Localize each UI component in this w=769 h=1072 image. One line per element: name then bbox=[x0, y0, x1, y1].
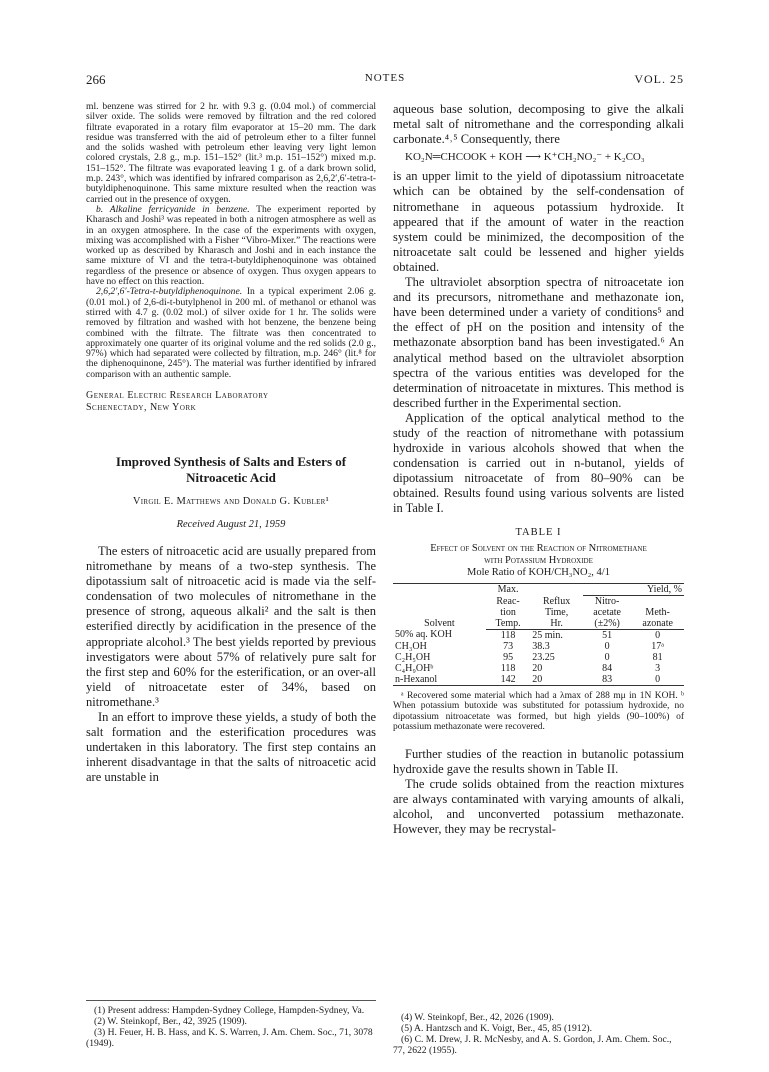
right-para-1: aqueous base solution, decomposing to give the alkali metal salt of nitromethane and the corresponding alkali carbonate.⁴˒⁵ Consequently, there bbox=[393, 102, 684, 147]
header-yield-group: Yield, % bbox=[583, 583, 684, 595]
header-nitro-1: Nitro- bbox=[583, 595, 631, 607]
cell-meth: 81 bbox=[652, 651, 663, 663]
article-title-line-2: Nitroacetic Acid bbox=[186, 470, 276, 486]
left-column bbox=[86, 102, 376, 786]
article-body-left bbox=[86, 544, 376, 786]
cell-solvent: C₂H₅OH bbox=[395, 651, 431, 663]
header-meth-2: azonate bbox=[631, 618, 684, 630]
para-3-body: In a typical experiment 2.06 g. (0.01 mol.) of 2,6-di-t-butylphenol in 200 ml. of methanol or ethanol was stirred with 4.7 g. (0.02 mol.) of silver oxide for 1 hr. The solids were removed by filtration and washed with hot benzene, the benzene being combined with the filtrate. The filtrate was then concentrated to approximately one quarter of its original volume and the red solids (2.0 g., 97%) which had separated were collected by filtration, m.p. 246° (lit.⁸ for the diphenoquinone, 245°). The material was further identified by infrared comparison with an authentic sample. bbox=[86, 286, 376, 380]
cell-nitro: 51 bbox=[602, 629, 613, 641]
experimental-para-1: ml. benzene was stirred for 2 hr. with 9.3 g. (0.04 mol.) of commercial silver oxide. The solids were removed by filtration and the red colored filtrate evaporated in a rotary film evaporator at 15–20 mm. The dark residue was transferred with the aid of petroleum ether to a filter funnel and the solids washed with petroleum ether leaving very light lemon colored crystals, 2.8 g., m.p. 151–152° (lit.³ m.p. 151–152°) mixed m.p. 151–152°. The filtrate was evaporated leaving 1 g. of a dark brown solid, m.p. 243°, which was identified by infrared comparison as 2,6,2′,6′-tetra-t-butyldiphenoquinone. This same mixture resulted when the reaction was carried out in the presence of oxygen. bbox=[86, 101, 376, 205]
table-title-line-2: with Potassium Hydroxide bbox=[484, 554, 593, 566]
authors: Virgil E. Matthews and Donald G. Kubler¹ bbox=[132, 496, 330, 508]
body-para-1: The esters of nitroacetic acid are usually prepared from nitromethane by means of a two-step synthesis. The dipotassium salt of nitroacetic acid is made via the self-condensation of two molecules of nitromethane in the presence of strong, aqueous alkali² and the salt is then esterified directly by acidification in the presence of the appropriate alcohol.³ The best yields reported by previous investigators were about 57% of relatively pure salt for the first step and 60% for the esterification, or an over-all yield of nitroacetate ester of 34%, based on nitromethane.³ bbox=[86, 544, 376, 709]
right-column bbox=[393, 102, 684, 837]
table-title-line-3: Mole Ratio of KOH/CH₃NO₂, 4/1 bbox=[467, 566, 610, 578]
cell-reflux: 23.25 bbox=[532, 651, 555, 663]
table-title-line-1: Effect of Solvent on the Reaction of Nitromethane bbox=[430, 542, 647, 554]
body-para-2: In an effort to improve these yields, a study of both the salt formation and the esterification procedures was undertaken in this laboratory. The first step contains an inherent disadvantage in that the salts of nitroacetic acid are unstable in bbox=[86, 710, 376, 785]
cell-meth: 0 bbox=[655, 629, 661, 641]
table-caption bbox=[393, 527, 684, 579]
header-reflux-spacer bbox=[530, 583, 583, 595]
header-meth-1: Meth- bbox=[645, 606, 670, 618]
cell-temp: 95 bbox=[503, 651, 514, 663]
received-date: Received August 21, 1959 bbox=[176, 519, 286, 531]
left-footnotes bbox=[86, 1000, 376, 1049]
cell-solvent: n-Hexanol bbox=[393, 674, 486, 686]
cell-temp: 118 bbox=[500, 629, 516, 641]
cell-reflux: 20 bbox=[530, 674, 583, 686]
table-number: TABLE I bbox=[515, 526, 562, 538]
footnote-2: (2) W. Steinkopf, Ber., 42, 3925 (1909). bbox=[94, 1016, 247, 1027]
experimental-text bbox=[86, 102, 376, 380]
header-meth-spacer bbox=[631, 595, 684, 607]
header-reflux-3: Hr. bbox=[530, 618, 583, 630]
table-footnote: ᵃ Recovered some material which had a λmax of 288 mμ in 1N KOH. ᵇ When potassium butoxide was substituted for potassium hydroxide, no dipotassium nitroacetate was formed, but high yields (90–100%) of potassium methazonate were recovered. bbox=[393, 690, 684, 733]
right-para-5: Further studies of the reaction in butanolic potassium hydroxide gave the results shown in Table II. bbox=[393, 746, 684, 776]
right-para-2: is an upper limit to the yield of dipotassium nitroacetate which can be obtained by the self-condensation of nitromethane in aqueous potassium hydroxide. It appeared that if the amount of water in the reaction system could be minimized, the decomposition of the nitroacetate salt could be lessened and higher yields obtained. bbox=[393, 169, 684, 274]
cell-meth: 0 bbox=[631, 674, 684, 686]
cell-reflux: 20 bbox=[532, 662, 543, 674]
right-footnotes bbox=[393, 1012, 684, 1056]
cell-nitro: 83 bbox=[583, 674, 631, 686]
table-row bbox=[393, 674, 684, 686]
right-para-6: The crude solids obtained from the reaction mixtures are always contaminated with varying amounts of alkali, alcohol, and unconverted potassium methazonate. However, they may be recrystal- bbox=[393, 776, 684, 836]
header-temp-2: Reac- bbox=[496, 595, 520, 607]
page-number: 266 bbox=[86, 72, 106, 87]
table-row bbox=[393, 663, 684, 674]
header-nitro-2: acetate bbox=[593, 606, 621, 618]
article-title bbox=[86, 454, 376, 486]
header-reflux-2: Time, bbox=[544, 606, 569, 618]
table-1 bbox=[393, 527, 684, 733]
cell-nitro: 0 bbox=[604, 651, 610, 663]
section-title: NOTES bbox=[364, 72, 406, 84]
cell-reflux: 38.3 bbox=[532, 640, 550, 652]
cell-nitro: 84 bbox=[602, 662, 613, 674]
solvent-table bbox=[393, 583, 684, 686]
cell-temp: 142 bbox=[486, 674, 530, 686]
cell-reflux: 25 min. bbox=[532, 629, 563, 641]
cell-meth: 3 bbox=[655, 662, 661, 674]
footnote-5: (5) A. Hantzsch and K. Voigt, Ber., 45, 85 (1912). bbox=[401, 1023, 592, 1034]
para-2-lead: b. Alkaline ferricyanide in benzene. bbox=[96, 203, 250, 215]
cell-temp: 118 bbox=[500, 662, 516, 674]
header-solvent: Solvent bbox=[393, 583, 486, 629]
article-body-right-continued bbox=[393, 747, 684, 838]
header-nitro-3: (±2%) bbox=[583, 618, 631, 630]
affiliation-line-2: Schenectady, New York bbox=[86, 402, 197, 414]
para-2-body: The experiment reported by Kharasch and Joshi³ was repeated in both a nitrogen atmosphere as well as in an oxygen atmosphere. In the case of the experiments with oxygen, mixing was accomplished with a Fisher “Vibro-Mixer.” The reactions were worked up as described by Kharasch and Joshi and in each instance the same mixture of VI and the tetra-t-butyldiphenoquinone was obtained regardless of the presence or absence of oxygen. Thus oxygen appears to have no effect on this reaction. bbox=[86, 203, 376, 288]
footnote-6: (6) C. M. Drew, J. R. McNesby, and A. S. Gordon, J. Am. Chem. Soc., 77, 2622 (1955). bbox=[393, 1034, 672, 1056]
footnote-1: (1) Present address: Hampden-Sydney College, Hampden-Sydney, Va. bbox=[94, 1005, 365, 1016]
article-title-line-1: Improved Synthesis of Salts and Esters of bbox=[115, 454, 347, 470]
experimental-para-2 bbox=[86, 205, 376, 287]
reaction-equation: KO₂N═CHCOOK + KOH ⟶ K⁺CH₂NO₂⁻ + K₂CO₃ bbox=[405, 151, 645, 164]
cell-solvent: 50% aq. KOH bbox=[395, 629, 452, 641]
header-temp-4: Temp. bbox=[486, 618, 530, 630]
cell-meth: 17ᵃ bbox=[651, 640, 665, 652]
footnote-3: (3) H. Feuer, H. B. Hass, and K. S. Warren, J. Am. Chem. Soc., 71, 3078 (1949). bbox=[86, 1027, 373, 1049]
cell-solvent: CH₃OH bbox=[395, 640, 427, 652]
table-row bbox=[393, 641, 684, 652]
page-header bbox=[86, 72, 684, 92]
article-body-right bbox=[393, 102, 684, 517]
table-row bbox=[393, 652, 684, 663]
para-3-lead: 2,6,2′,6′-Tetra-t-butyldiphenoquinone. bbox=[96, 286, 243, 298]
affiliation bbox=[86, 390, 376, 414]
cell-solvent: C₄H₉OHᵇ bbox=[395, 662, 434, 674]
footnote-4: (4) W. Steinkopf, Ber., 42, 2026 (1909). bbox=[401, 1012, 554, 1023]
header-reflux-1: Reflux bbox=[542, 595, 571, 607]
experimental-para-3 bbox=[86, 287, 376, 380]
affiliation-line-1: General Electric Research Laboratory bbox=[86, 390, 269, 402]
volume-label: VOL. 25 bbox=[634, 72, 684, 86]
cell-temp: 73 bbox=[503, 640, 514, 652]
right-para-4: Application of the optical analytical method to the study of the reaction of nitromethane with potassium hydroxide in various alcohols showed that when the condensation is carried out in n-butanol, yields of dipotassium nitroacetate of from 80–90% can be obtained. Results found using various solvents are listed in Table I. bbox=[393, 410, 684, 516]
right-para-3: The ultraviolet absorption spectra of nitroacetate ion and its precursors, nitromethane and methazonate ion, have been determined under a variety of conditions⁵ and the effect of pH on the position and intensity of the methazonate absorption band has been investigated.⁶ An analytical method based on the ultraviolet absorption spectra of the various entities was developed for the determination of nitroacetate in mixtures. This method is described further in the Experimental section. bbox=[393, 275, 684, 410]
cell-nitro: 0 bbox=[604, 640, 610, 652]
table-row bbox=[393, 629, 684, 641]
header-temp-1: Max. bbox=[486, 583, 530, 595]
header-temp-3: tion bbox=[500, 606, 516, 618]
